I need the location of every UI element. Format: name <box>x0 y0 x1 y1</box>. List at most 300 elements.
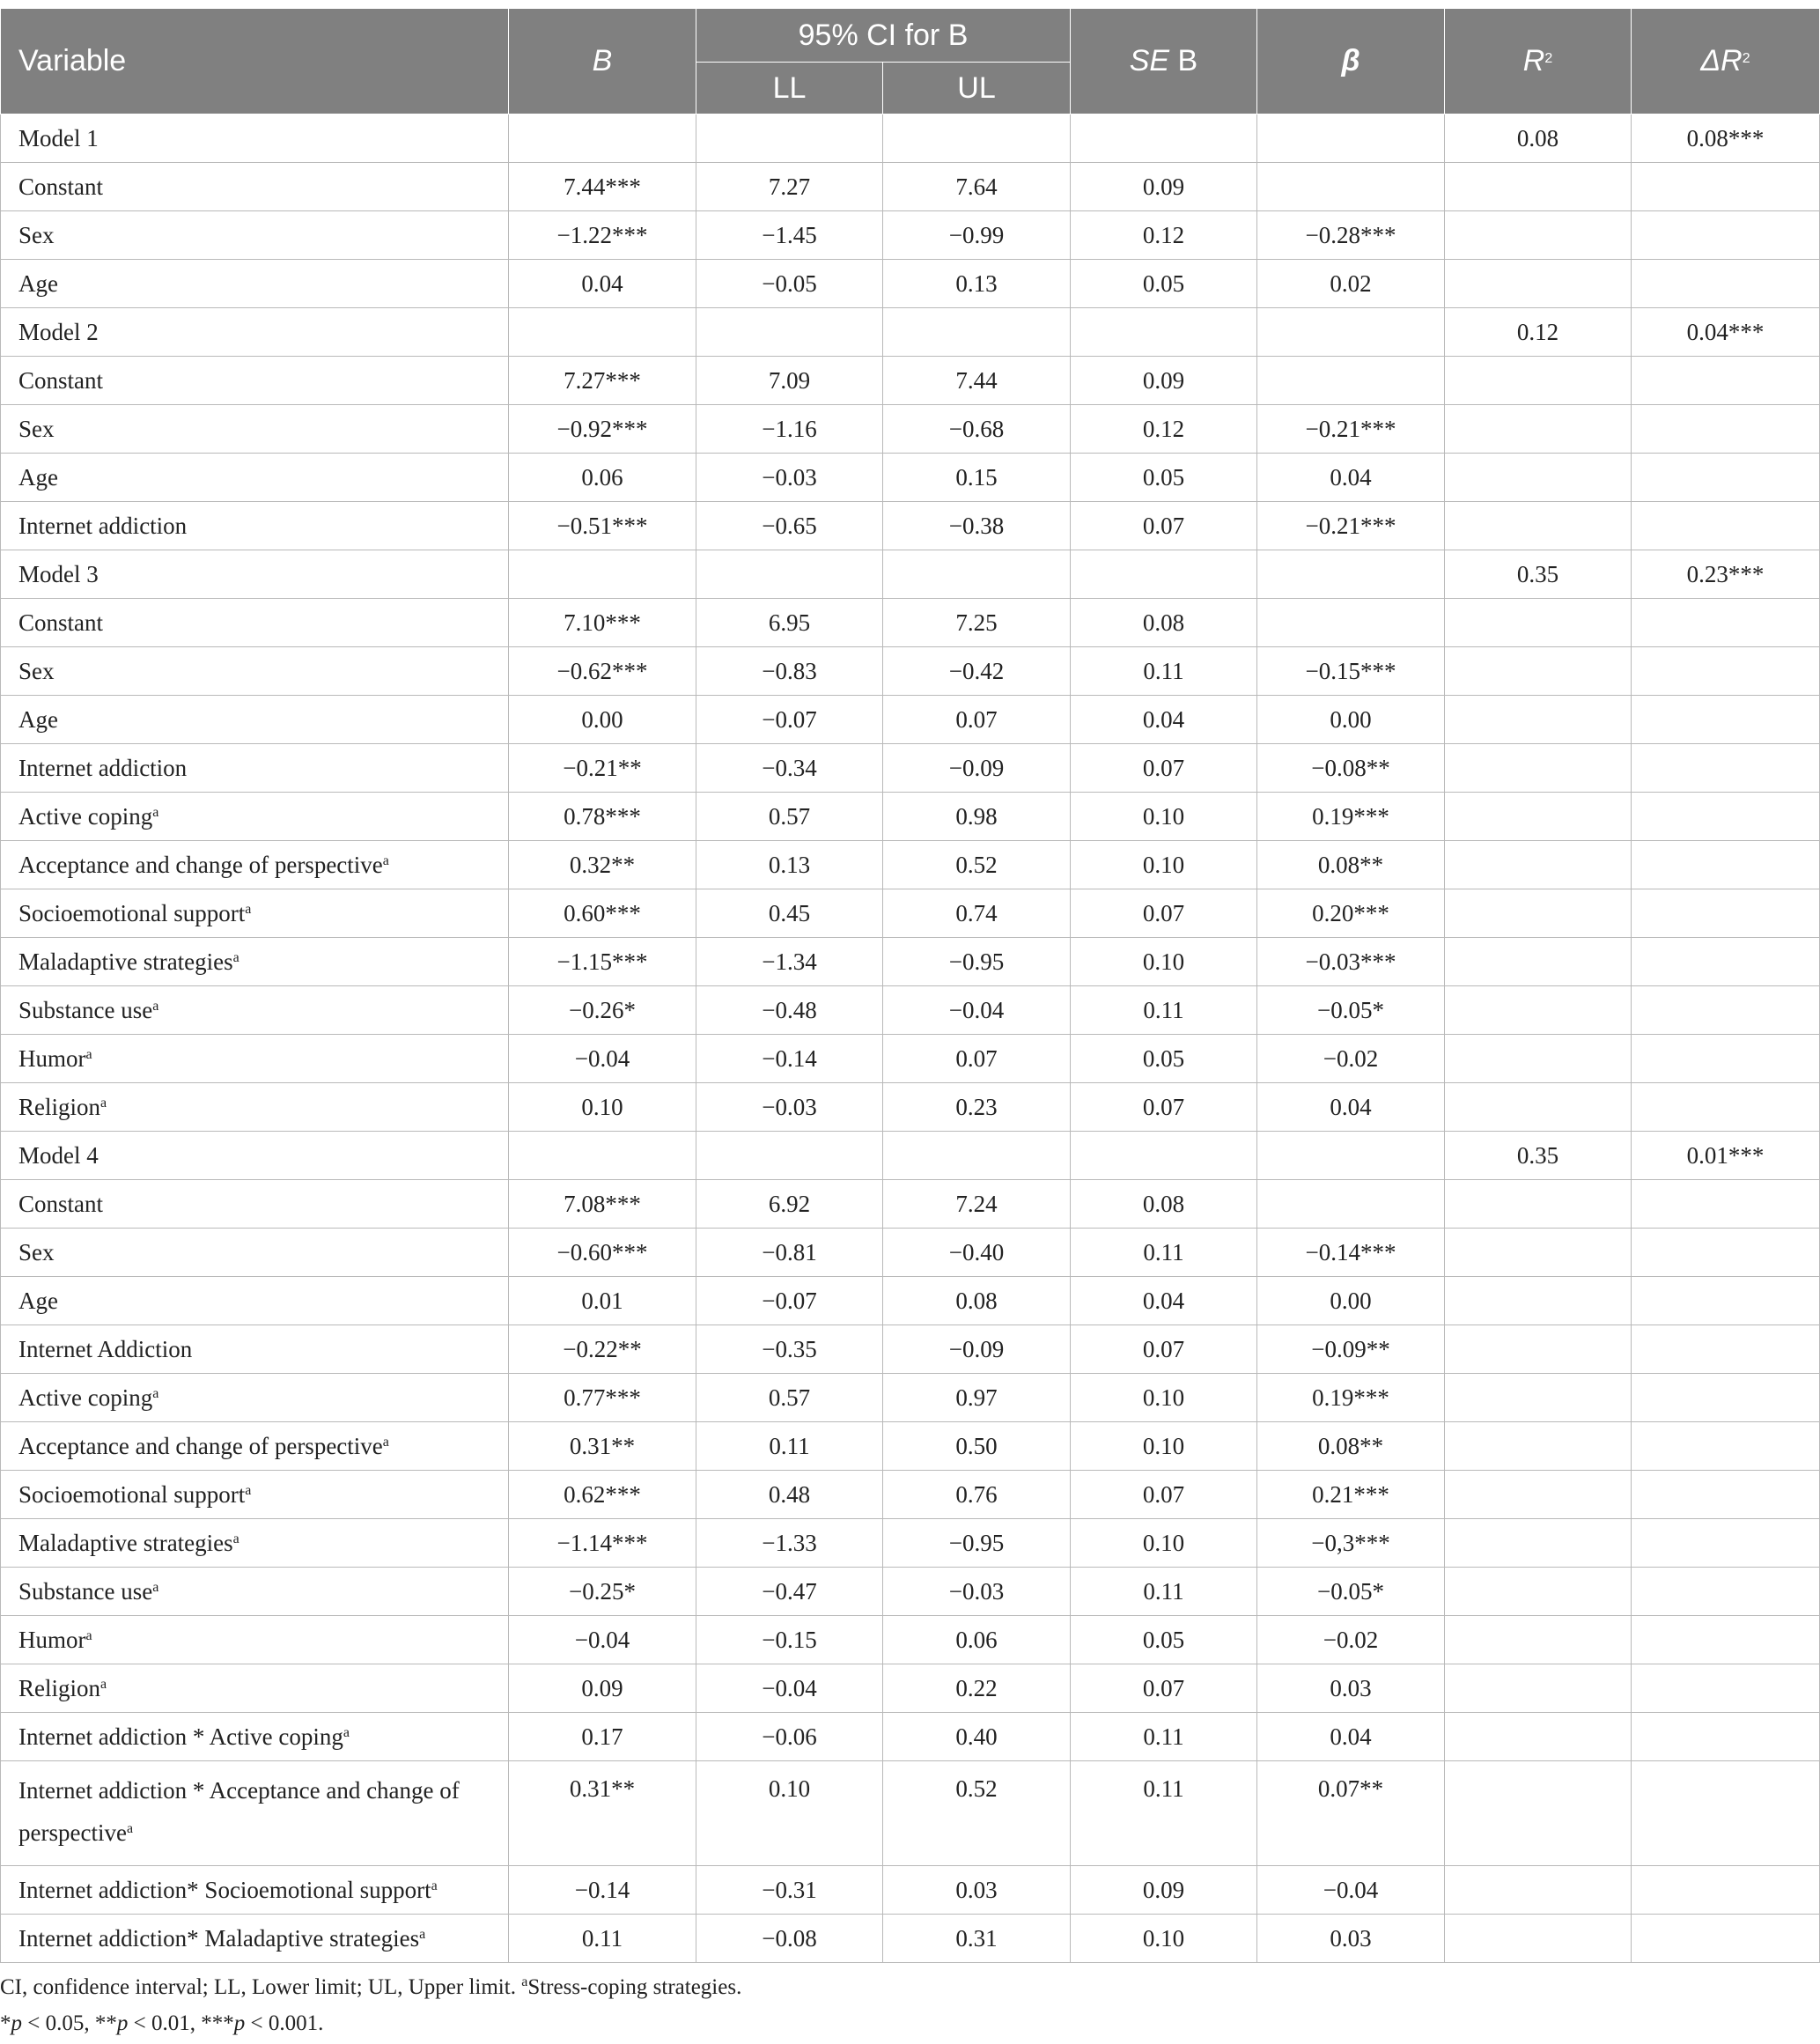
cell-se: 0.10 <box>1071 793 1257 841</box>
cell-b <box>509 308 696 357</box>
table-row <box>1 357 1820 405</box>
cell-delta-r2 <box>1632 1519 1820 1568</box>
table-row <box>1 1866 1820 1915</box>
cell-ul: −0.40 <box>883 1229 1071 1277</box>
cell-beta: 0.00 <box>1257 1277 1445 1325</box>
table-row <box>1 211 1820 260</box>
cell-ul: 0.07 <box>883 1035 1071 1083</box>
cell-beta: 0.04 <box>1257 1713 1445 1761</box>
cell-se: 0.11 <box>1071 1713 1257 1761</box>
cell-ll: −0.48 <box>696 986 883 1035</box>
cell-ul: 0.31 <box>883 1915 1071 1963</box>
cell-delta-r2 <box>1632 211 1820 260</box>
cell-ul: −0.68 <box>883 405 1071 454</box>
cell-r2 <box>1445 889 1632 938</box>
cell-b: −0.62*** <box>509 647 696 696</box>
cell-variable: Acceptance and change of perspective$^a$ <box>1 841 509 889</box>
header-se: SE B <box>1071 9 1257 114</box>
cell-ul: 0.08 <box>883 1277 1071 1325</box>
cell-b: −0.25* <box>509 1568 696 1616</box>
cell-delta-r2 <box>1632 744 1820 793</box>
cell-beta <box>1257 163 1445 211</box>
cell-variable: Socioemotional support$^a$ <box>1 1471 509 1519</box>
table-row <box>1 744 1820 793</box>
cell-ll: 7.09 <box>696 357 883 405</box>
cell-beta: 0.00 <box>1257 696 1445 744</box>
cell-se: 0.05 <box>1071 1035 1257 1083</box>
cell-beta: 0.19*** <box>1257 1374 1445 1422</box>
cell-b: 0.62*** <box>509 1471 696 1519</box>
cell-delta-r2 <box>1632 1713 1820 1761</box>
regression-table <box>0 8 1820 1963</box>
cell-beta <box>1257 357 1445 405</box>
cell-r2 <box>1445 1374 1632 1422</box>
cell-beta <box>1257 1180 1445 1229</box>
cell-ll: −0.08 <box>696 1915 883 1963</box>
cell-ll: −0.83 <box>696 647 883 696</box>
cell-b: 0.10 <box>509 1083 696 1132</box>
cell-r2: 0.12 <box>1445 308 1632 357</box>
cell-variable: Model 1 <box>1 114 509 163</box>
cell-b: 0.09 <box>509 1664 696 1713</box>
cell-se: 0.11 <box>1071 986 1257 1035</box>
table-row <box>1 696 1820 744</box>
cell-delta-r2 <box>1632 599 1820 647</box>
cell-r2 <box>1445 1277 1632 1325</box>
cell-r2 <box>1445 1664 1632 1713</box>
cell-delta-r2 <box>1632 696 1820 744</box>
cell-se: 0.07 <box>1071 744 1257 793</box>
cell-ll: −0.07 <box>696 696 883 744</box>
cell-delta-r2 <box>1632 502 1820 550</box>
cell-ll: 7.27 <box>696 163 883 211</box>
table-row <box>1 1616 1820 1664</box>
cell-variable: Constant <box>1 599 509 647</box>
footnote-abbreviations: CI, confidence interval; LL, Lower limit; UL, Upper limit. $^a$Stress-coping strategies. <box>0 1974 742 1999</box>
cell-b: −0.51*** <box>509 502 696 550</box>
cell-ll: −0.07 <box>696 1277 883 1325</box>
cell-variable: Internet addiction* Maladaptive strategies$^a$ <box>1 1915 509 1963</box>
cell-delta-r2 <box>1632 260 1820 308</box>
cell-delta-r2 <box>1632 986 1820 1035</box>
table-row <box>1 793 1820 841</box>
cell-r2 <box>1445 841 1632 889</box>
cell-r2 <box>1445 1568 1632 1616</box>
cell-variable: Substance use$^a$ <box>1 986 509 1035</box>
cell-r2 <box>1445 357 1632 405</box>
cell-variable: Internet addiction * Acceptance and change of perspective$^a$ <box>1 1761 509 1866</box>
cell-r2 <box>1445 1035 1632 1083</box>
header-ll: LL <box>696 63 883 114</box>
cell-beta: −0.21*** <box>1257 405 1445 454</box>
cell-delta-r2 <box>1632 1083 1820 1132</box>
cell-ll: 0.57 <box>696 793 883 841</box>
cell-r2: 0.08 <box>1445 114 1632 163</box>
cell-ll: −0.47 <box>696 1568 883 1616</box>
cell-beta: 0.04 <box>1257 1083 1445 1132</box>
cell-beta: 0.07** <box>1257 1761 1445 1866</box>
cell-se: 0.07 <box>1071 1664 1257 1713</box>
cell-beta: −0.14*** <box>1257 1229 1445 1277</box>
header-r2: $R^2$ <box>1445 9 1632 114</box>
cell-b: 0.01 <box>509 1277 696 1325</box>
cell-delta-r2 <box>1632 1229 1820 1277</box>
cell-se: 0.07 <box>1071 502 1257 550</box>
cell-r2 <box>1445 1180 1632 1229</box>
cell-ul: 7.25 <box>883 599 1071 647</box>
cell-ul: 7.24 <box>883 1180 1071 1229</box>
cell-ul: 0.97 <box>883 1374 1071 1422</box>
cell-ul: 0.22 <box>883 1664 1071 1713</box>
cell-r2: 0.35 <box>1445 550 1632 599</box>
cell-ll: −0.35 <box>696 1325 883 1374</box>
cell-variable: Religion$^a$ <box>1 1083 509 1132</box>
cell-se: 0.10 <box>1071 1519 1257 1568</box>
cell-b <box>509 114 696 163</box>
cell-variable: Maladaptive strategies$^a$ <box>1 938 509 986</box>
header-ul: UL <box>883 63 1071 114</box>
cell-b: −1.14*** <box>509 1519 696 1568</box>
table-row <box>1 1664 1820 1713</box>
cell-variable: Age <box>1 1277 509 1325</box>
cell-delta-r2 <box>1632 454 1820 502</box>
cell-delta-r2 <box>1632 163 1820 211</box>
cell-variable: Internet addiction <box>1 502 509 550</box>
cell-ul: 0.50 <box>883 1422 1071 1471</box>
cell-b: 0.78*** <box>509 793 696 841</box>
cell-se: 0.10 <box>1071 938 1257 986</box>
table-body <box>1 114 1820 1963</box>
cell-se: 0.09 <box>1071 357 1257 405</box>
cell-se: 0.12 <box>1071 211 1257 260</box>
cell-beta: −0.03*** <box>1257 938 1445 986</box>
cell-variable: Model 4 <box>1 1132 509 1180</box>
cell-ll: −0.31 <box>696 1866 883 1915</box>
cell-r2 <box>1445 744 1632 793</box>
cell-r2 <box>1445 696 1632 744</box>
table-row <box>1 938 1820 986</box>
cell-r2 <box>1445 454 1632 502</box>
cell-beta: 0.19*** <box>1257 793 1445 841</box>
cell-b: 0.32** <box>509 841 696 889</box>
cell-delta-r2 <box>1632 889 1820 938</box>
cell-delta-r2 <box>1632 1422 1820 1471</box>
table-row <box>1 1422 1820 1471</box>
cell-delta-r2: 0.01*** <box>1632 1132 1820 1180</box>
cell-b: −1.22*** <box>509 211 696 260</box>
table-row <box>1 1519 1820 1568</box>
cell-ll: 0.11 <box>696 1422 883 1471</box>
cell-ll: −0.14 <box>696 1035 883 1083</box>
cell-b: −0.04 <box>509 1616 696 1664</box>
cell-ul: 0.40 <box>883 1713 1071 1761</box>
cell-ll: −0.81 <box>696 1229 883 1277</box>
cell-ul: 7.64 <box>883 163 1071 211</box>
cell-se: 0.10 <box>1071 1374 1257 1422</box>
cell-delta-r2 <box>1632 841 1820 889</box>
cell-se: 0.07 <box>1071 1325 1257 1374</box>
cell-beta: −0.05* <box>1257 986 1445 1035</box>
table-row <box>1 647 1820 696</box>
cell-se: 0.11 <box>1071 1568 1257 1616</box>
cell-beta: 0.20*** <box>1257 889 1445 938</box>
cell-delta-r2: 0.23*** <box>1632 550 1820 599</box>
cell-ul: 0.03 <box>883 1866 1071 1915</box>
cell-se: 0.08 <box>1071 599 1257 647</box>
cell-se: 0.05 <box>1071 1616 1257 1664</box>
cell-delta-r2 <box>1632 647 1820 696</box>
cell-beta: −0.21*** <box>1257 502 1445 550</box>
cell-se: 0.04 <box>1071 1277 1257 1325</box>
cell-variable: Constant <box>1 1180 509 1229</box>
cell-ll: −1.34 <box>696 938 883 986</box>
cell-variable: Humor$^a$ <box>1 1035 509 1083</box>
cell-delta-r2 <box>1632 405 1820 454</box>
cell-variable: Active coping$^a$ <box>1 1374 509 1422</box>
table-row <box>1 260 1820 308</box>
cell-r2 <box>1445 405 1632 454</box>
table-row <box>1 1035 1820 1083</box>
cell-se <box>1071 308 1257 357</box>
cell-r2 <box>1445 1471 1632 1519</box>
cell-b: −0.04 <box>509 1035 696 1083</box>
cell-se <box>1071 114 1257 163</box>
cell-ll: −0.03 <box>696 454 883 502</box>
cell-delta-r2 <box>1632 1180 1820 1229</box>
cell-delta-r2 <box>1632 1374 1820 1422</box>
cell-variable: Sex <box>1 647 509 696</box>
cell-ul <box>883 308 1071 357</box>
cell-delta-r2 <box>1632 1035 1820 1083</box>
cell-ul <box>883 114 1071 163</box>
cell-ul: −0.42 <box>883 647 1071 696</box>
cell-ll: −0.34 <box>696 744 883 793</box>
cell-variable: Acceptance and change of perspective$^a$ <box>1 1422 509 1471</box>
cell-b: −0.26* <box>509 986 696 1035</box>
model-row <box>1 550 1820 599</box>
cell-ll: −0.04 <box>696 1664 883 1713</box>
cell-r2 <box>1445 1325 1632 1374</box>
cell-ll: −1.16 <box>696 405 883 454</box>
cell-beta <box>1257 599 1445 647</box>
cell-b: 0.00 <box>509 696 696 744</box>
cell-se <box>1071 1132 1257 1180</box>
cell-ll: 6.95 <box>696 599 883 647</box>
cell-ul: 0.06 <box>883 1616 1071 1664</box>
cell-r2 <box>1445 1519 1632 1568</box>
cell-delta-r2 <box>1632 1866 1820 1915</box>
cell-b: 0.31** <box>509 1422 696 1471</box>
cell-ul: 0.52 <box>883 1761 1071 1866</box>
cell-variable: Age <box>1 260 509 308</box>
cell-b: −0.92*** <box>509 405 696 454</box>
model-row <box>1 308 1820 357</box>
cell-ul: −0.95 <box>883 938 1071 986</box>
table-row <box>1 841 1820 889</box>
table-row <box>1 502 1820 550</box>
cell-variable: Age <box>1 454 509 502</box>
cell-delta-r2 <box>1632 1761 1820 1866</box>
cell-r2 <box>1445 1866 1632 1915</box>
cell-r2 <box>1445 211 1632 260</box>
cell-ll: −1.33 <box>696 1519 883 1568</box>
cell-r2 <box>1445 599 1632 647</box>
cell-variable: Internet addiction <box>1 744 509 793</box>
cell-delta-r2: 0.08*** <box>1632 114 1820 163</box>
cell-variable: Age <box>1 696 509 744</box>
cell-ll: −0.06 <box>696 1713 883 1761</box>
cell-se: 0.10 <box>1071 841 1257 889</box>
model-row <box>1 114 1820 163</box>
cell-beta: 0.02 <box>1257 260 1445 308</box>
cell-r2 <box>1445 1713 1632 1761</box>
cell-beta: −0.04 <box>1257 1866 1445 1915</box>
cell-beta: −0.02 <box>1257 1035 1445 1083</box>
cell-ll: 6.92 <box>696 1180 883 1229</box>
cell-variable: Constant <box>1 357 509 405</box>
table-footnotes <box>0 1969 1820 2041</box>
header-delta-r2: $\Delta R^2$ <box>1632 9 1820 114</box>
header-b: B <box>509 9 696 114</box>
cell-beta: 0.03 <box>1257 1915 1445 1963</box>
cell-beta: −0.28*** <box>1257 211 1445 260</box>
table-row <box>1 405 1820 454</box>
cell-b: 0.06 <box>509 454 696 502</box>
cell-variable: Model 3 <box>1 550 509 599</box>
cell-b: 7.27*** <box>509 357 696 405</box>
cell-b <box>509 550 696 599</box>
cell-variable: Humor$^a$ <box>1 1616 509 1664</box>
cell-ll: −0.05 <box>696 260 883 308</box>
cell-ll <box>696 1132 883 1180</box>
cell-variable: Internet addiction * Active coping$^a$ <box>1 1713 509 1761</box>
cell-b: 7.10*** <box>509 599 696 647</box>
cell-ul: −0.03 <box>883 1568 1071 1616</box>
table-row <box>1 1229 1820 1277</box>
cell-se: 0.10 <box>1071 1915 1257 1963</box>
cell-se: 0.05 <box>1071 454 1257 502</box>
cell-beta: −0.02 <box>1257 1616 1445 1664</box>
cell-r2: 0.35 <box>1445 1132 1632 1180</box>
table-row <box>1 1277 1820 1325</box>
cell-r2 <box>1445 260 1632 308</box>
cell-r2 <box>1445 1761 1632 1866</box>
cell-ll: −0.03 <box>696 1083 883 1132</box>
cell-se: 0.10 <box>1071 1422 1257 1471</box>
cell-se: 0.12 <box>1071 405 1257 454</box>
cell-b: 0.60*** <box>509 889 696 938</box>
cell-variable: Sex <box>1 405 509 454</box>
cell-variable: Internet addiction* Socioemotional support$^a$ <box>1 1866 509 1915</box>
cell-se: 0.07 <box>1071 889 1257 938</box>
cell-se: 0.11 <box>1071 1229 1257 1277</box>
cell-b: 0.77*** <box>509 1374 696 1422</box>
cell-beta: −0.15*** <box>1257 647 1445 696</box>
cell-b <box>509 1132 696 1180</box>
cell-se: 0.05 <box>1071 260 1257 308</box>
cell-variable: Sex <box>1 1229 509 1277</box>
cell-ul: 0.13 <box>883 260 1071 308</box>
cell-se: 0.11 <box>1071 1761 1257 1866</box>
cell-beta: 0.03 <box>1257 1664 1445 1713</box>
cell-b: −0.21** <box>509 744 696 793</box>
cell-delta-r2 <box>1632 1568 1820 1616</box>
cell-ul: −0.09 <box>883 1325 1071 1374</box>
cell-delta-r2 <box>1632 357 1820 405</box>
cell-se: 0.08 <box>1071 1180 1257 1229</box>
cell-beta <box>1257 1132 1445 1180</box>
cell-variable: Religion$^a$ <box>1 1664 509 1713</box>
cell-beta: −0.08** <box>1257 744 1445 793</box>
table-row <box>1 1325 1820 1374</box>
header-beta: β <box>1257 9 1445 114</box>
cell-delta-r2 <box>1632 1277 1820 1325</box>
cell-beta: −0.05* <box>1257 1568 1445 1616</box>
cell-variable: Sex <box>1 211 509 260</box>
cell-se <box>1071 550 1257 599</box>
table-row <box>1 1915 1820 1963</box>
cell-r2 <box>1445 1083 1632 1132</box>
cell-delta-r2 <box>1632 1471 1820 1519</box>
cell-beta: 0.08** <box>1257 1422 1445 1471</box>
cell-ll: −0.65 <box>696 502 883 550</box>
cell-r2 <box>1445 1422 1632 1471</box>
cell-ul: −0.95 <box>883 1519 1071 1568</box>
cell-variable: Constant <box>1 163 509 211</box>
table-row <box>1 1568 1820 1616</box>
cell-ul: −0.09 <box>883 744 1071 793</box>
cell-ll: −1.45 <box>696 211 883 260</box>
cell-ll: 0.13 <box>696 841 883 889</box>
cell-beta: −0.09** <box>1257 1325 1445 1374</box>
table-row <box>1 454 1820 502</box>
cell-ul: 0.07 <box>883 696 1071 744</box>
cell-beta <box>1257 308 1445 357</box>
table-container <box>0 8 1820 1963</box>
cell-r2 <box>1445 163 1632 211</box>
cell-ul: 7.44 <box>883 357 1071 405</box>
cell-ul: 0.15 <box>883 454 1071 502</box>
cell-ll: 0.57 <box>696 1374 883 1422</box>
cell-ll: 0.10 <box>696 1761 883 1866</box>
cell-ll: 0.48 <box>696 1471 883 1519</box>
cell-ll <box>696 550 883 599</box>
cell-se: 0.11 <box>1071 647 1257 696</box>
cell-r2 <box>1445 793 1632 841</box>
cell-beta <box>1257 550 1445 599</box>
cell-r2 <box>1445 1616 1632 1664</box>
cell-b: −0.14 <box>509 1866 696 1915</box>
table-row <box>1 163 1820 211</box>
model-row <box>1 1132 1820 1180</box>
cell-beta <box>1257 114 1445 163</box>
table-row <box>1 986 1820 1035</box>
cell-variable: Socioemotional support$^a$ <box>1 889 509 938</box>
cell-variable: Maladaptive strategies$^a$ <box>1 1519 509 1568</box>
table-row <box>1 599 1820 647</box>
cell-ul: 0.76 <box>883 1471 1071 1519</box>
cell-ul: −0.99 <box>883 211 1071 260</box>
cell-delta-r2 <box>1632 1915 1820 1963</box>
cell-se: 0.09 <box>1071 1866 1257 1915</box>
header-variable: Variable <box>1 9 509 114</box>
footnote-significance: *p < 0.05, **p < 0.01, ***p < 0.001. <box>0 2011 324 2035</box>
cell-b: 0.04 <box>509 260 696 308</box>
table-row <box>1 1180 1820 1229</box>
cell-variable: Model 2 <box>1 308 509 357</box>
cell-ul <box>883 1132 1071 1180</box>
cell-se: 0.07 <box>1071 1083 1257 1132</box>
